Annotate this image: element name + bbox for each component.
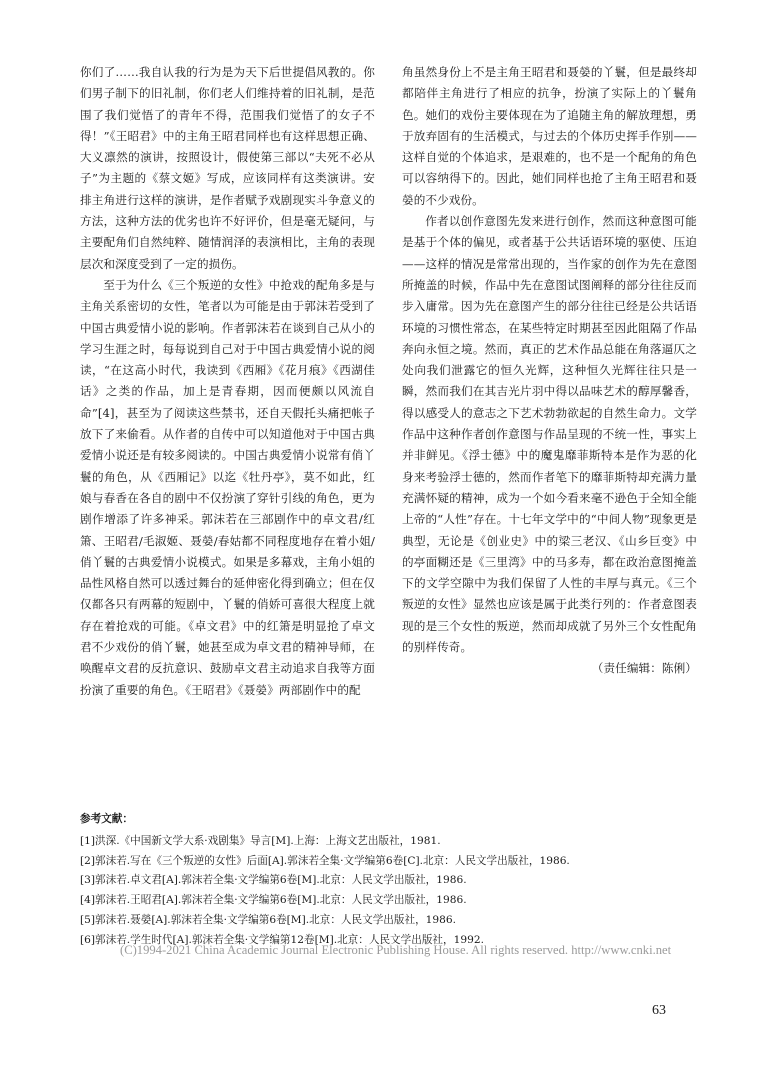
references-section — [80, 810, 700, 951]
right-text-column — [402, 62, 697, 680]
reference-item: [1]洪深.《中国新文学大系·戏剧集》导言[M].上海：上海文艺出版社，1981. — [80, 834, 441, 847]
copyright-watermark: (C)1994-2021 China Academic Journal Electronic Publishing House. All rights reserved. http://www.cnki.net — [120, 943, 672, 957]
body-paragraph: 角虽然身份上不是主角王昭君和聂嫈的丫鬟，但是最终却都陪伴主角进行了相应的抗争，扮演了实际上的丫鬟角色。她们的戏份主要体现在为了追随主角的解放理想，勇于放弃固有的生活模式，与过去的个体历史挥手作别——这样自觉的个体追求，是艰难的，也不是一个配角的角色可以容纳得下的。因此，她们同样也抢了主角王昭君和聂嫈的不少戏份。 — [402, 65, 697, 207]
reference-item: [2]郭沫若.写在《三个叛逆的女性》后面[A].郭沫若全集·文学编第6卷[C].北京：人民文学出版社，1986. — [80, 854, 570, 867]
body-paragraph: 至于为什么《三个叛逆的女性》中抢戏的配角多是与主角关系密切的女性，笔者以为可能是由于郭沫若受到了中国古典爱情小说的影响。作者郭沫若在谈到自己从小的学习生涯之时，每每说到自己对于中国古典爱情小说的阅读，“在这高小时代，我读到《西厢》《花月痕》《西湖佳话》之类的作品，加上是青春期，因而便颇以风流自命”[4]，甚至为了阅读这些禁书，还自天假托头痛把帐子放下了来偷看。从作者的自传中可以知道他对于中国古典爱情小说还是有较多阅读的。中国古典爱情小说常有俏丫鬟的角色，从《西厢记》以迄《牡丹亭》，莫不如此，红娘与春香在各自的剧中不仅扮演了穿针引线的角色，更为剧作增添了许多神采。郭沫若在三部剧作中的卓文君/红箫、王昭君/毛淑姬、聂嫈/春姑都不同程度地存在着小姐/俏丫鬟的古典爱情小说模式。如果是多幕戏，主角小姐的品性风格自然可以透过舞台的延伸密化得到确立；但在仅仅都各只有两幕的短剧中，丫鬟的俏娇可喜很大程度上就存在着抢戏的可能。《卓文君》中的红箫是明显抢了卓文君不少戏份的俏丫鬟，她甚至成为卓文君的精神导师，在唤醒卓文君的反抗意识、鼓励卓文君主动追求自我等方面扮演了重要的角色。《王昭君》《聂嫈》两部剧作中的配 — [80, 277, 375, 697]
editor-credit: （责任编辑：陈俐） — [591, 661, 697, 676]
reference-item: [5]郭沫若.聂嫈[A].郭沫若全集·文学编第6卷[M].北京：人民文学出版社，1986. — [80, 913, 457, 926]
reference-item: [6]郭沫若.学生时代[A].郭沫若全集·文学编第12卷[M].北京：人民文学出版社，1992. — [80, 933, 484, 946]
references-list — [80, 832, 700, 951]
references-title: 参考文献： — [80, 813, 133, 825]
reference-item: [3]郭沫若.卓文君[A].郭沫若全集·文学编第6卷[M].北京：人民文学出版社，1986. — [80, 874, 467, 887]
left-text-column — [80, 62, 375, 701]
reference-item: [4]郭沫若.王昭君[A].郭沫若全集·文学编第6卷[M].北京：人民文学出版社，1986. — [80, 894, 467, 907]
page-number: 63 — [652, 1003, 666, 1018]
body-paragraph: 作者以创作意图先发来进行创作，然而这种意图可能是基于个体的偏见，或者基于公共话语环境的驱使、压迫——这样的情况是常常出现的，当作家的创作为先在意图所掩盖的时候，作品中先在意图试图阐释的部分往往反而步入庸常。因为先在意图产生的部分往往已经是公共话语环境的习惯性常态，在某些特定时期甚至因此阻隔了作品奔向永恒之境。然而，真正的艺术作品总能在角落逼仄之处向我们泄露它的恒久光辉，这种恒久光辉往往只是一瞬，然而我们在其吉光片羽中得以品味艺术的醇厚馨香，得以感受人的意志之下艺术勃勃欲起的自然生命力。文学作品中这种作者创作意图与作品呈现的不统一性，事实上并非鲜见。《浮士德》中的魔鬼靡菲斯特本是作为恶的化身来考验浮士德的，然而作者笔下的靡菲斯特却充满力量充满怀疑的精神，成为一个如今看来毫不逊色于全知全能上帝的“人性”存在。十七年文学中的“中间人物”现象更是典型，无论是《创业史》中的梁三老汉、《山乡巨变》中的亭面糊还是《三里湾》中的马多寿，都在政治意图掩盖下的文学空隙中为我们保留了人性的丰厚与真元。《三个叛逆的女性》显然也应该是属于此类行列的：作者意图表现的是三个女性的叛逆，然而却成就了另外三个女性配角的别样传奇。 — [402, 214, 697, 655]
body-paragraph: 你们了……我自认我的行为是为天下后世提倡风教的。你们男子制下的旧礼制，你们老人们维持着的旧礼制，是范围了我们觉悟了的青年不得，范围我们觉悟了的女子不得！”《王昭君》中的主角王昭君同样也有这样思想正确、大义凛然的演讲，按照设计，假使第三部以“夫死不必从子”为主题的《蔡文姬》写成，应该同样有这类演讲。安排主角进行这样的演讲，是作者赋予戏剧现实斗争意义的方法，这种方法的优劣也许不好评价，但是毫无疑问，与主要配角们自然纯粹、随情润泽的表演相比，主角的表现层次和深度受到了一定的损伤。 — [80, 65, 375, 271]
